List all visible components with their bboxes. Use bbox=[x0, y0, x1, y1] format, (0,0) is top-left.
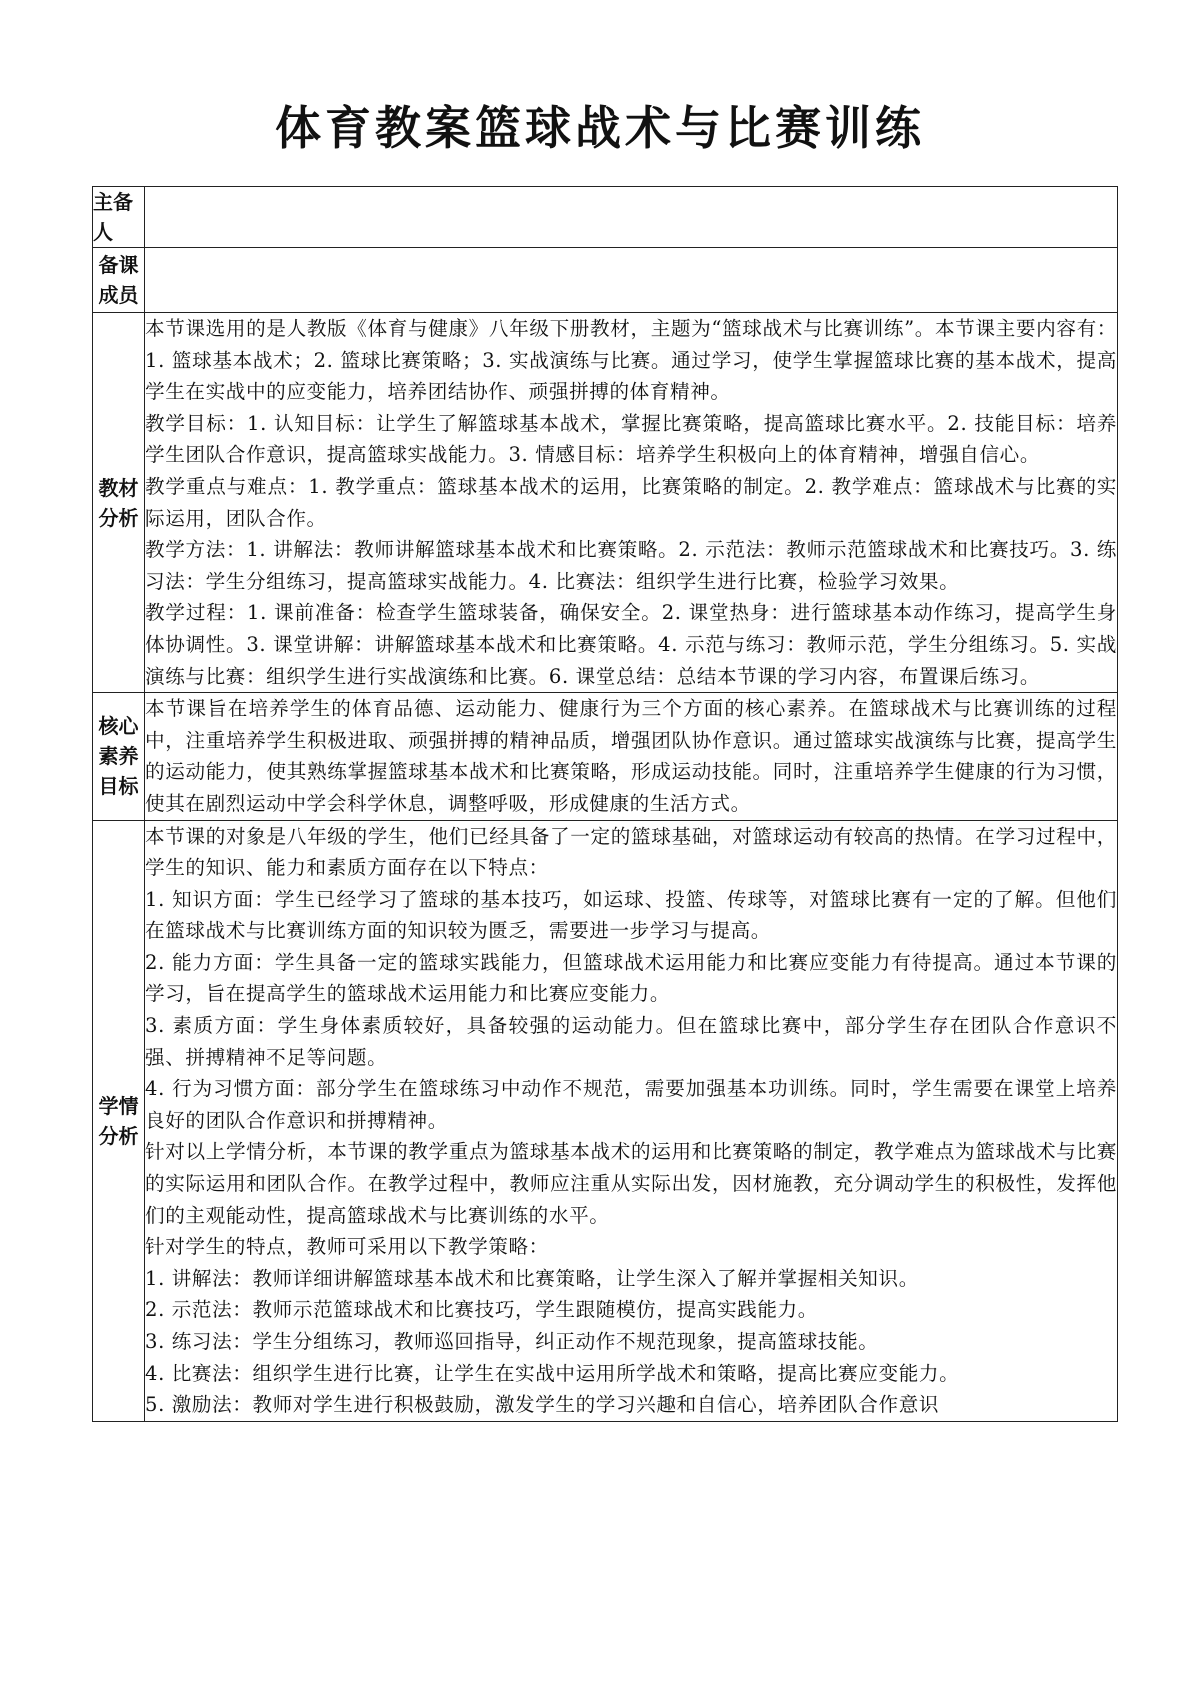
student-paragraph: 2. 示范法：教师示范篮球战术和比赛技巧，学生跟随模仿，提高实践能力。 bbox=[145, 1298, 818, 1322]
preparer-label: 主备人 bbox=[93, 187, 145, 248]
members-row bbox=[93, 248, 1118, 313]
material-analysis-content bbox=[145, 313, 1118, 693]
material-analysis-label: 教材 分析 bbox=[93, 313, 145, 693]
student-paragraph: 本节课的对象是八年级的学生，他们已经具备了一定的篮球基础，对篮球运动有较高的热情。在学习过程中，学生的知识、能力和素质方面存在以下特点： bbox=[145, 824, 1117, 880]
preparer-row bbox=[93, 187, 1118, 248]
lesson-plan-table bbox=[92, 186, 1118, 1422]
material-paragraph: 教学重点与难点：1. 教学重点：篮球基本战术的运用，比赛策略的制定。2. 教学难点：篮球战术与比赛的实际运用，团队合作。 bbox=[145, 474, 1117, 530]
material-paragraph: 本节课选用的是人教版《体育与健康》八年级下册教材，主题为“篮球战术与比赛训练”。本节课主要内容有：1. 篮球基本战术；2. 篮球比赛策略；3. 实战演练与比赛。通过学习，使学生掌握篮球比赛的基本战术，提高学生在实战中的应变能力，培养团结协作、顽强拼搏的体育精神。 bbox=[145, 317, 1117, 404]
student-analysis-row bbox=[93, 820, 1118, 1421]
student-paragraph: 4. 行为习惯方面：部分学生在篮球练习中动作不规范，需要加强基本功训练。同时，学生需要在课堂上培养良好的团队合作意识和拼搏精神。 bbox=[145, 1077, 1117, 1132]
student-paragraph: 1. 讲解法：教师详细讲解篮球基本战术和比赛策略，让学生深入了解并掌握相关知识。 bbox=[145, 1266, 919, 1290]
document-title: 体育教案篮球战术与比赛训练 bbox=[275, 101, 925, 155]
material-paragraph: 教学方法：1. 讲解法：教师讲解篮球基本战术和比赛策略。2. 示范法：教师示范篮球战术和比赛技巧。3. 练习法：学生分组练习，提高篮球实战能力。4. 比赛法：组织学生进行比赛，检验学习效果。 bbox=[145, 538, 1117, 593]
core-literacy-label: 核心 素养 目标 bbox=[93, 693, 145, 820]
preparer-value bbox=[145, 187, 1118, 248]
student-paragraph: 针对学生的特点，教师可采用以下教学策略： bbox=[145, 1235, 549, 1259]
student-analysis-label: 学情 分析 bbox=[93, 820, 145, 1421]
student-paragraph: 针对以上学情分析，本节课的教学重点为篮球基本战术的运用和比赛策略的制定，教学难点为篮球战术与比赛的实际运用和团队合作。在教学过程中，教师应注重从实际出发，因材施教，充分调动学生的积极性，发挥他们的主观能动性，提高篮球战术与比赛训练的水平。 bbox=[145, 1140, 1117, 1227]
student-paragraph: 3. 素质方面：学生身体素质较好，具备较强的运动能力。但在篮球比赛中，部分学生存在团队合作意识不强、拼搏精神不足等问题。 bbox=[145, 1014, 1117, 1069]
core-literacy-paragraph: 本节课旨在培养学生的体育品德、运动能力、健康行为三个方面的核心素养。在篮球战术与比赛训练的过程中，注重培养学生积极进取、顽强拼搏的精神品质，增强团队协作意识。通过篮球实战演练与比赛，提高学生的运动能力，使其熟练掌握篮球基本战术和比赛策略，形成运动技能。同时，注重培养学生健康的行为习惯，使其在剧烈运动中学会科学休息，调整呼吸，形成健康的生活方式。 bbox=[145, 697, 1117, 815]
members-label: 备课 成员 bbox=[93, 248, 145, 313]
student-paragraph: 1. 知识方面：学生已经学习了篮球的基本技巧，如运球、投篮、传球等，对篮球比赛有一定的了解。但他们在篮球战术与比赛训练方面的知识较为匮乏，需要进一步学习与提高。 bbox=[145, 887, 1117, 943]
material-paragraph: 教学过程：1. 课前准备：检查学生篮球装备，确保安全。2. 课堂热身：进行篮球基本动作练习，提高学生身体协调性。3. 课堂讲解：讲解篮球基本战术和比赛策略。4. 示范与练习：教师示范，学生分组练习。5. 实战演练与比赛：组织学生进行实战演练和比赛。6. 课堂总结：总结本节课的学习内容，布置课后练习。 bbox=[145, 601, 1117, 688]
student-paragraph: 3. 练习法：学生分组练习，教师巡回指导，纠正动作不规范现象，提高篮球技能。 bbox=[145, 1330, 879, 1353]
material-analysis-row bbox=[93, 313, 1118, 693]
student-analysis-content bbox=[145, 820, 1118, 1421]
core-literacy-row bbox=[93, 693, 1118, 820]
core-literacy-content bbox=[145, 693, 1118, 820]
student-paragraph: 5. 激励法：教师对学生进行积极鼓励，激发学生的学习兴趣和自信心，培养团队合作意识 bbox=[145, 1393, 940, 1417]
student-paragraph: 2. 能力方面：学生具备一定的篮球实践能力，但篮球战术运用能力和比赛应变能力有待提高。通过本节课的学习，旨在提高学生的篮球战术运用能力和比赛应变能力。 bbox=[145, 950, 1117, 1006]
student-paragraph: 4. 比赛法：组织学生进行比赛，让学生在实战中运用所学战术和策略，提高比赛应变能力。 bbox=[145, 1361, 960, 1385]
members-value bbox=[145, 248, 1118, 313]
material-paragraph: 教学目标：1. 认知目标：让学生了解篮球基本战术，掌握比赛策略，提高篮球比赛水平。2. 技能目标：培养学生团队合作意识，提高篮球实战能力。3. 情感目标：培养学生积极向上的体育精神，增强自信心。 bbox=[145, 411, 1117, 467]
